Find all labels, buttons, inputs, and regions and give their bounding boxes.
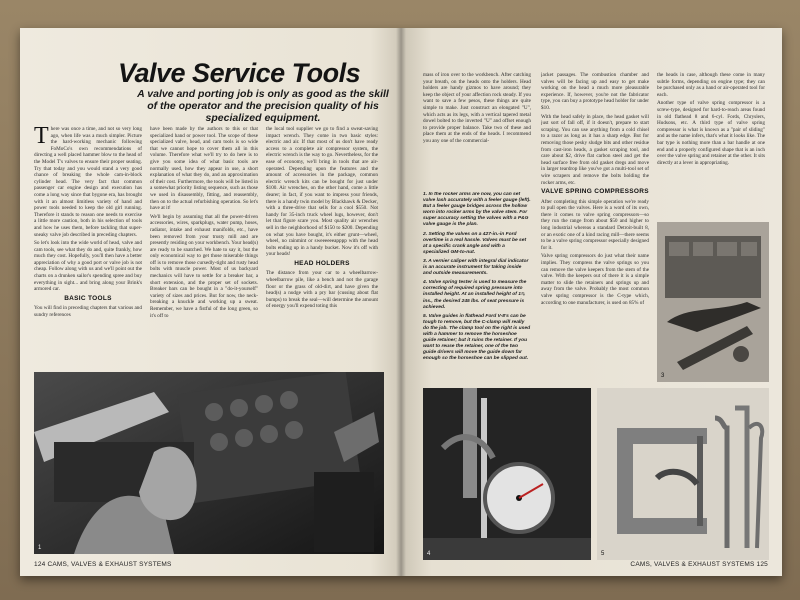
caption-4: 4. Valve spring tester is used to measure the correcting of required spring pressure into installed height. At an installed height of 1⅞ ins., the desired 245 lbs. of seat pressure is achieved. [423, 280, 527, 310]
subhead-basic-tools: BASIC TOOLS [64, 294, 112, 302]
valve-gauge-photo-image [657, 222, 769, 382]
right-column-1 [423, 72, 531, 192]
valve-gauge-photo [657, 222, 769, 382]
right-col2-para-2: With the head safely in place, the head gasket will just sort of fall off, if it doesn't, prepare to start scraping. You can use anything from a cold chisel to a razor as long as it has a sharp edge. But for removing those pesky sludge bits and other residue from cast-iron heads, a gasket scraping tool, and care about $2, drive flat carbon steel and get the head surface free from old gasket dregs and move in larger teardrop like you've got a multi-tool set of wire scrapers and remove the bolts holding the rocker arms, etc. [541, 113, 649, 186]
left-page [20, 28, 401, 576]
left-column-3 [266, 126, 378, 366]
right-col2-para-4: Valve spring compressors do just what their name implies. They compress the valve springs so you can remove the valve keepers from the stem of the valve. With the keepers out of there it is a simple matter to slide the retainers and springs up and away from the valve. Probably the most common valve spring compressor is the C-type which, according to one manufacturer, is used on 85% of [541, 253, 649, 306]
left-column-1 [34, 126, 142, 366]
left-col1-para-2: So let's look into the wide world of head, valve and cam tools, see what they do and, quite frankly, how much they cost. Hopefully, you'll then have a better appreciation of why a good port or valve job is not cheap. Follow along with us and we'll point out the charts on a drunken sailor's spending spree and buy everything in sight... and bring along your Brink's armored car. [34, 240, 142, 293]
right-col2-para-3: After completing this simple operation we're ready to pull open the valves. Here is a word of its own, there it comes to valve spring compressors—so they run the range from about $50 and higher to long industrial whereas a standard Detroit-built 8, or an exotic one of a kind racing mill—there seems to be a valve spring compressor especially designed for it. [541, 198, 649, 251]
right-column-3 [657, 72, 765, 220]
right-col2-para-1: jacket passages. The combustion chamber and valves will be facing up and easy to get make working on the head a much more pleasurable experience. If, however, you're not the fabricator type, you can buy a prototype head holder for under $10. [541, 72, 649, 111]
caption-2: 2. Setting the valves on a 427-in.-in Ford overtime is a real hassle. Valves must be set at a specific crank angle and with a specialized GM-to-nut. [423, 231, 527, 255]
left-column-2 [150, 126, 258, 366]
photo-number-1: 1 [38, 545, 42, 551]
photo-number-5: 5 [601, 551, 605, 557]
photo-captions [423, 192, 531, 378]
spring-tester-photo [423, 388, 591, 560]
c-clamp-tools-photo [597, 388, 769, 560]
right-col3-para-2: Another type of valve spring compressor is a screw-type, designed for hard-to-reach areas found in old flathead 8 and 6-cyl. Fords, Chryslers, Hudsons, etc. A third type of valve spring compressor is what is known as a "pair of sliding" and as the name infers, that's what it looks like. The bar type is nothing more than a bar handle at one end and a properly configured shape that is an inch over the valve spring and retainer at the other. It sits directly at a lever in appropriating. [657, 100, 765, 166]
engine-photo-image [34, 372, 384, 554]
right-col1-para-1: mass of iron over to the workbench. After catching your breath, on the heads onto the holders. Head holders are handy gizmos to have around; they keep the object of your affection rock steady. If you want to save a few pesos, these things are quite simple to make. Just construct an elongated "U", which acts as its legs, with a vertical tapered metal dowel bolted to the inverted "U" and offset enough to provide proper balance. Take two of these and place them at the ends of the heads. I recommend you any one of the commercial- [423, 72, 531, 144]
engine-photo [34, 372, 384, 554]
left-col3-para-1: the local tool supplier we go to find a sweat-saving impact wrench. They come in two basic styles: electric and air. If that most of us don't have ready access to a complete air compressor system, the electric wrench is the way to go. Nevertheless, for the ease of economy, we'll bring in tools that are air-operated. Depending upon the features and the amount of accessories in the package, common electric wrench kits can be bought for just under $100. Air wrenches, on the other hand, come a little dearer; in fact, if you want to impress your friends, there is a handy twin model by Blackhawk & Decker, with a three-drive that sells for a cool $550. Not handy for 35-inch truck wheel lugs, however, don't let that figure scare you. Most quality air wrenches sell in the neighborhood of $150 to $200. Depending on what you have bought, it's either grunt—wheel, wheel, no rainmint or sweeeeeeapppp with the head bolts ending up in a handy bucket. Now it's off with your heads! [266, 126, 378, 258]
caption-3: 3. A vernier caliper with integral dial indicator is an accurate instrument for taking inside and outside measurements. [423, 258, 529, 277]
caption-1: 1. In the rocker arms are now, you can set valve lash accurately with a feeler gauge (left). But a feeler gauge bridges across the hollow worn into rocker arms by the valve stem. For super accuracy setting the valves with a P&G valve gauge is the plan. [423, 192, 531, 228]
right-page-footer: CAMS, VALVES & EXHAUST SYSTEMS 125 [630, 561, 768, 568]
left-col3-para-2: The distance from your car to a wheelbarrow-wheelbarrow pile, like a bench and not the garage floor or the grass of old-dirt, and have given the head(s) a nudge with a pry bar (cussing about flat bumps) to break the seal—will determine the amount of energy you'll expend toting this [266, 270, 378, 310]
left-col2-para-1: have been made by the authors to this or that specialized hand or power tool. The scope of these specialized valve, head, and cam tools is so wide that we cannot hope to cover them all in this volume. Therefore what we'll try to do here is to give you some idea of what basic tools are normally used, how they appear in use, a short explanation of what they do, and an approximation of their cost. Furthermore, the tools will be listed in a somewhat priority listing sequence, such as those we used in disassembly, fitting, and reassembly, then on to the actual refurbishing operation. So let's have at it! [150, 126, 258, 212]
right-page [401, 28, 782, 576]
drop-cap: T [34, 126, 49, 149]
spring-tester-photo-image [423, 388, 591, 560]
article-title: Valve Service Tools [118, 58, 361, 88]
article-deck: A valve and porting job is only as good as the skill of the operator and the precision quality of his specialized equipment. [137, 88, 389, 124]
photo-number-4: 4 [427, 551, 431, 557]
photo-number-3: 3 [661, 373, 665, 379]
c-clamp-tools-photo-image [597, 388, 769, 560]
left-page-footer: 124 CAMS, VALVES & EXHAUST SYSTEMS [34, 561, 172, 568]
magazine-spread [20, 28, 782, 576]
subhead-head-holders: HEAD HOLDERS [294, 259, 350, 267]
left-col1-para-3: You will find in preceding chapters that various and sundry references [34, 305, 142, 319]
subhead-valve-spring-compressors: VALVE SPRING COMPRESSORS [541, 188, 649, 196]
caption-5: 5. Valve guides in flathead Ford V-8's can be tough to remove, but the C-clamp will really do the job. The clamp tool on the right is used with a hammer to remove the horseshoe guide retainer; but it ruins the retainer. If you want to reuse the retainer, one of the two guide drivers will move the guide down far enough so the horseshoe can be slipped out. [423, 313, 531, 362]
left-col1-para-1: here was once a time, and not so very long ago, when life was a much simpler. Picture the hard-working mechanic following FoMoCo's own recommendations of directing a well placed hammer blow to the head of the Model T's valves to ensure their proper seating. Try that today and you would stand a very good chance of breaking the whole cam-in-block cylinder head. The very fact that common passenger car engine design and execution has come a long way since that bygone era, has brought with it an almost limitless variety of hand and power tools needed to keep the old girl running. Therefore it stands to reason one needs to exercise a little more caution, both in his selection of tools and how he uses them, before tackling that super-sneaky valve job described in preceding chapters. [34, 126, 142, 238]
page-gutter [396, 28, 406, 576]
left-col2-para-2: We'll begin by assuming that all the power-driven accessories, wires, sparkplugs, water pump, hoses, radiator, intake and exhaust manifolds, etc., have been removed from your trusty mill and are presently residing on your workbench. Your head(s) are ready to be snatched. We hate to say it, but the only economical way to get those miserable things off is to remove those cursedly-tight and rusty head bolts with muscle power. Most of us backyard mechanics will have to settle for a breaker bar, a short extension, and the proper set of sockets. Breaker bars can be bought in a "do-it-yourself" variety of sizes and prices. But for now, the neck-breaking a knuckle and working up a sweat. Remember, we have a fistful of the long green, so it's off to [150, 213, 258, 319]
right-col3-para-1: the heads in case, although these come in many subtle forms, depending on engine type; they can be purchased only as a hand or air-operated tool for each. [657, 72, 765, 98]
right-column-2 [541, 72, 649, 376]
